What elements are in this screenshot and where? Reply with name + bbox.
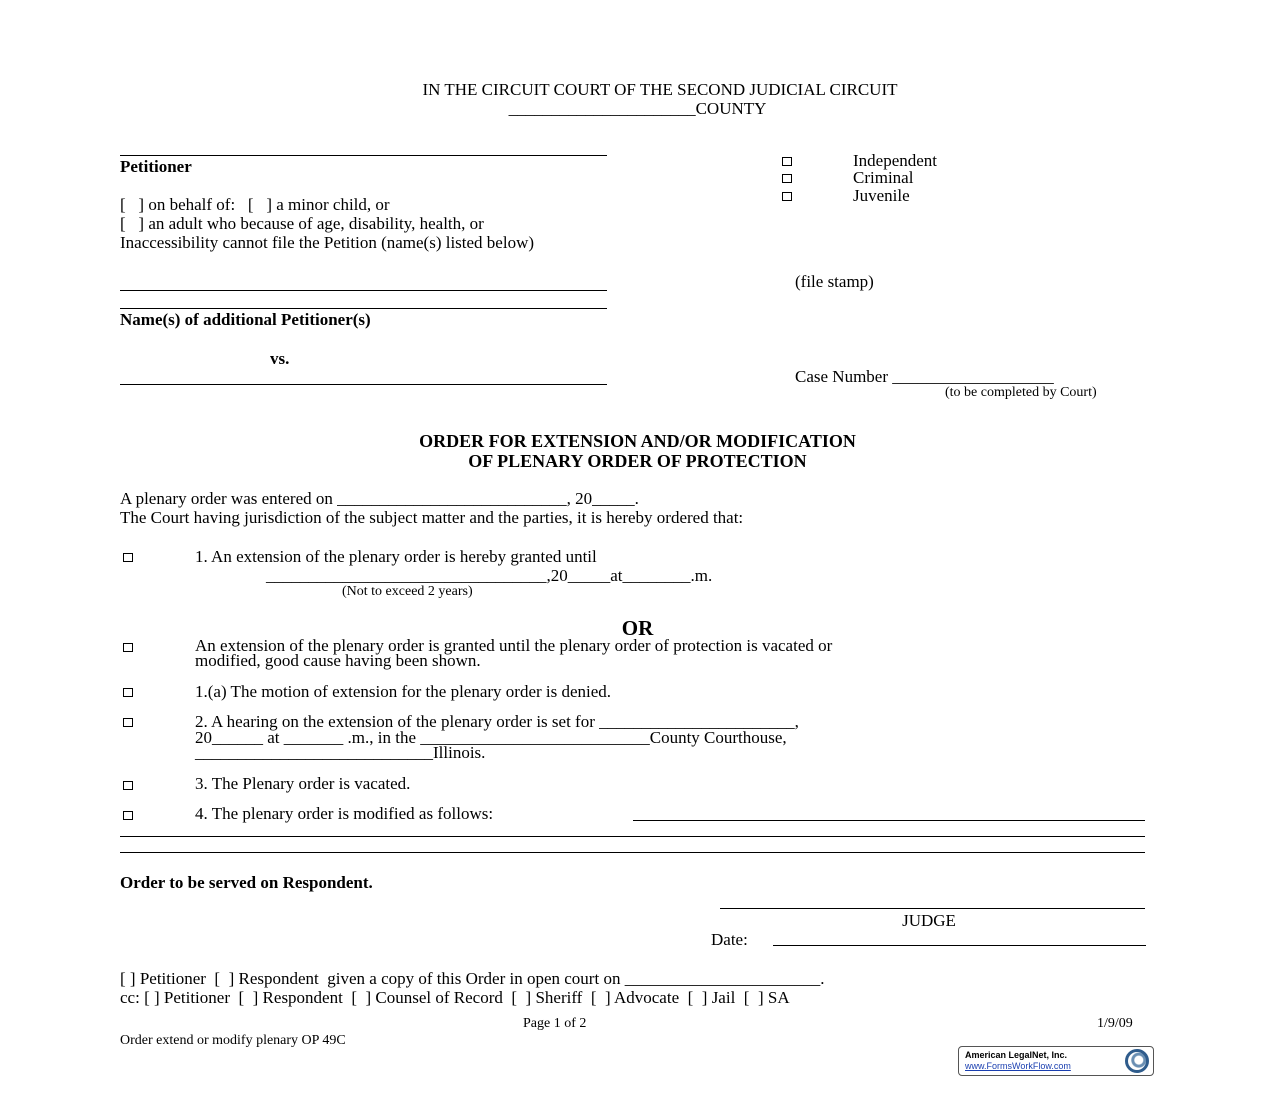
additional-petitioners-label: Name(s) of additional Petitioner(s)	[120, 310, 371, 329]
on-behalf-line: [ ] on behalf of: [ ] a minor child, or	[120, 195, 390, 214]
page-number: Page 1 of 2	[523, 1016, 587, 1031]
cc-line: cc: [ ] Petitioner [ ] Respondent [ ] Counsel of Record [ ] Sheriff [ ] Advocate [ ] Jail [ ] SA	[120, 988, 790, 1007]
item1-checkbox[interactable]	[123, 553, 133, 562]
modification-line-0[interactable]	[633, 820, 1145, 821]
item2-line-3: ____________________________Illinois.	[195, 743, 486, 762]
form-name: Order extend or modify plenary OP 49C	[120, 1033, 346, 1048]
case-number-field[interactable]: Case Number ___________________	[795, 367, 1054, 386]
item4-text: 4. The plenary order is modified as follows:	[195, 804, 494, 823]
date-label: Date:	[711, 930, 748, 949]
logo-website-link[interactable]: www.FormsWorkFlow.com	[965, 1061, 1071, 1071]
alt-extension-line-1: An extension of the plenary order is granted until the plenary order of protection is vacated or	[195, 636, 833, 655]
modification-line-1[interactable]	[120, 836, 1145, 837]
inaccessibility-line: Inaccessibility cannot file the Petition (name(s) listed below)	[120, 233, 535, 252]
served-on-respondent: Order to be served on Respondent.	[120, 873, 373, 892]
date-line[interactable]	[773, 945, 1146, 946]
vs-label: vs.	[270, 349, 290, 368]
juvenile-checkbox[interactable]	[782, 192, 792, 201]
item4-checkbox[interactable]	[123, 811, 133, 820]
item2-checkbox[interactable]	[123, 718, 133, 727]
american-legalnet-logo[interactable]	[958, 1046, 1154, 1076]
logo-company-name: American LegalNet, Inc.	[965, 1050, 1068, 1060]
independent-label: Independent	[853, 151, 938, 170]
judge-signature-line[interactable]	[720, 908, 1145, 909]
item1a-checkbox[interactable]	[123, 688, 133, 697]
file-stamp-label: (file stamp)	[795, 272, 874, 291]
or-divider: OR	[621, 616, 654, 640]
item1-note: (Not to exceed 2 years)	[342, 584, 473, 599]
independent-checkbox[interactable]	[782, 157, 792, 166]
item2-line-1: 2. A hearing on the extension of the plenary order is set for _______________________,	[195, 712, 799, 731]
modification-line-2[interactable]	[120, 852, 1145, 853]
alt-extension-checkbox[interactable]	[123, 643, 133, 652]
item2-line-2: 20______ at _______ .m., in the ___________________________County Courthouse,	[195, 728, 787, 747]
legalnet-emblem-icon	[1125, 1049, 1149, 1073]
jurisdiction-line: The Court having jurisdiction of the subject matter and the parties, it is hereby ordered that:	[120, 508, 744, 527]
item1-date-blank[interactable]: _________________________________,20_____at________.m.	[266, 566, 713, 585]
criminal-checkbox[interactable]	[782, 174, 792, 183]
judge-label: JUDGE	[902, 911, 956, 930]
item1a-text: 1.(a) The motion of extension for the plenary order is denied.	[195, 682, 612, 701]
item1-text: 1. An extension of the plenary order is hereby granted until	[195, 547, 597, 566]
adult-line: [ ] an adult who because of age, disability, health, or	[120, 214, 484, 233]
case-number-note: (to be completed by Court)	[945, 385, 1097, 400]
respondent-name-line[interactable]	[120, 384, 607, 385]
item3-checkbox[interactable]	[123, 781, 133, 790]
criminal-label: Criminal	[853, 168, 914, 187]
court-heading: IN THE CIRCUIT COURT OF THE SECOND JUDICIAL CIRCUIT	[422, 80, 898, 99]
order-title-line-1: ORDER FOR EXTENSION AND/OR MODIFICATION	[419, 431, 856, 451]
additional-petitioner-line-2[interactable]	[120, 308, 607, 309]
alt-extension-line-2: modified, good cause having been shown.	[195, 651, 481, 670]
petitioner-name-line[interactable]	[120, 155, 607, 156]
item3-text: 3. The Plenary order is vacated.	[195, 774, 411, 793]
form-revision-date: 1/9/09	[1097, 1016, 1133, 1031]
juvenile-label: Juvenile	[853, 186, 910, 205]
additional-petitioner-line-1[interactable]	[120, 290, 607, 291]
copy-given-line: [ ] Petitioner [ ] Respondent given a copy of this Order in open court on _______________________.	[120, 969, 825, 988]
order-title-line-2: OF PLENARY ORDER OF PROTECTION	[468, 451, 807, 471]
plenary-entered-line: A plenary order was entered on ___________________________, 20_____.	[120, 489, 639, 508]
petitioner-label: Petitioner	[120, 157, 192, 176]
county-line: ______________________COUNTY	[508, 99, 767, 118]
